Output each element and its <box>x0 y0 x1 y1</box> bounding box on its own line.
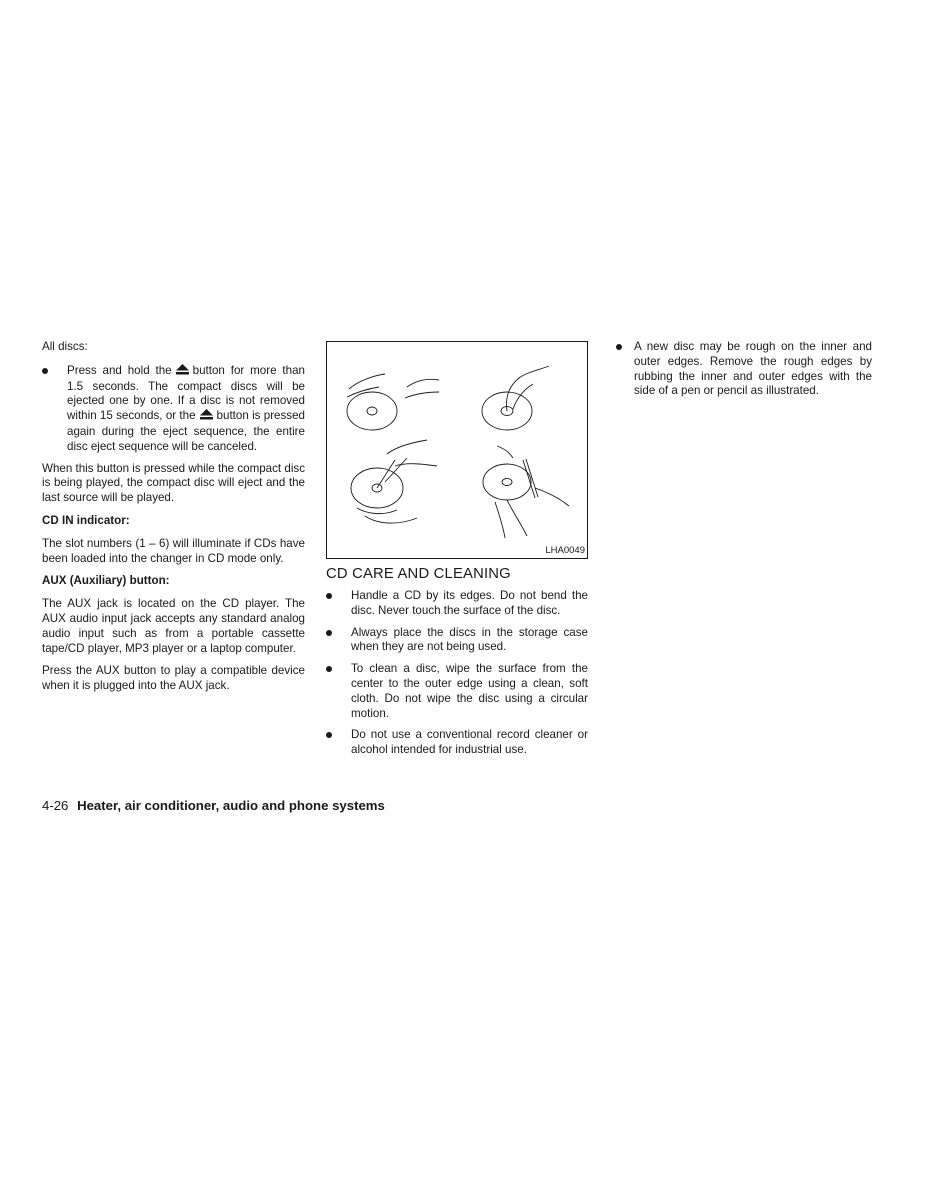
list-item: Do not use a conventional record cleaner or alcohol intended for industrial use. <box>326 728 588 758</box>
finger-in-hole-illustration <box>482 366 549 430</box>
page-number: 4-26 <box>42 798 69 813</box>
chapter-title: Heater, air conditioner, audio and phone systems <box>77 798 385 813</box>
eject-note: When this button is pressed while the compact disc is being played, the compact disc will eject and the last source will be played. <box>42 461 305 505</box>
aux-text-2: Press the AUX button to play a compatible device when it is plugged into the AUX jack. <box>42 664 305 693</box>
pen-on-edge-illustration <box>483 446 569 538</box>
page-footer <box>42 798 385 813</box>
eject-instruction-part2: button for more than 1.5 seconds. The compact discs will be ejected one by one. If a disc is not removed within 15 seconds, or the <box>67 363 305 423</box>
aux-heading: AUX (Auxiliary) button: <box>42 574 170 588</box>
eject-instruction-part3: button is pressed again during the eject sequence, the entire disc eject sequence will be canceled. <box>67 409 305 453</box>
eject-instruction-part1: Press and hold the <box>67 363 172 377</box>
list-item: A new disc may be rough on the inner and outer edges. Remove the rough edges by rubbing the inner and outer edges with the side of a pen or pencil as illustrated. <box>616 340 872 399</box>
list-item: Always place the discs in the storage case when they are not being used. <box>326 626 588 656</box>
list-item: To clean a disc, wipe the surface from the center to the outer edge using a clean, soft cloth. Do not wipe the disc using a circular motion. <box>326 662 588 721</box>
cd-handling-illustration <box>326 341 588 559</box>
hand-holding-disc-illustration <box>347 374 439 430</box>
left-column <box>42 340 305 694</box>
right-column <box>616 340 872 399</box>
aux-text-1: The AUX jack is located on the CD player. The AUX audio input jack accepts any standard analog audio input such as from a portable cassette tape/CD player, MP3 player or a laptop computer. <box>42 597 305 655</box>
eject-bullet-list <box>42 364 305 455</box>
eject-instruction-item <box>42 364 305 455</box>
figure-code: LHA0049 <box>545 545 585 556</box>
cd-in-text: The slot numbers (1 – 6) will illuminate if CDs have been loaded into the changer in CD mode only. <box>42 536 305 565</box>
care-bullet-list <box>326 589 588 758</box>
cd-in-heading: CD IN indicator: <box>42 513 130 527</box>
eject-icon <box>200 409 213 425</box>
list-item: Handle a CD by its edges. Do not bend the disc. Never touch the surface of the disc. <box>326 589 588 619</box>
all-discs-label: All discs: <box>42 340 88 353</box>
eject-icon <box>176 364 189 380</box>
middle-column <box>326 341 588 758</box>
wiping-disc-illustration <box>351 440 437 523</box>
section-title: CD CARE AND CLEANING <box>326 566 511 582</box>
edge-bullet-list <box>616 340 872 399</box>
